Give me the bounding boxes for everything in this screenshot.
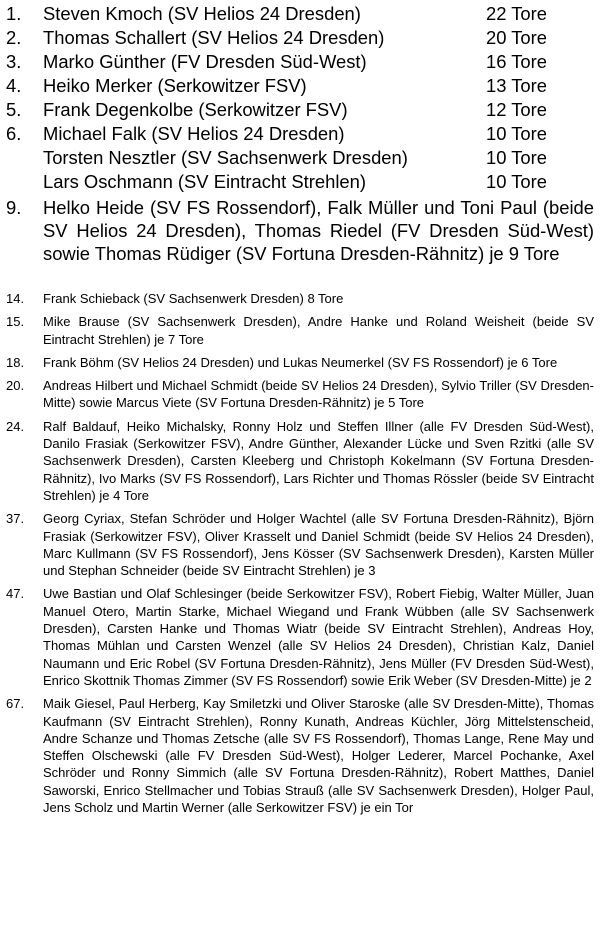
scorer-group <box>0 377 600 412</box>
scorer-row <box>0 2 600 26</box>
scorer-group-text: Helko Heide (SV FS Rossendorf), Falk Müller und Toni Paul (beide SV Helios 24 Dresden), Thomas Riedel (FV Dresden Süd-West) sowie Thomas Rüdiger (SV Fortuna Dresden-Rähnitz) je 9 Tore <box>43 197 594 264</box>
scorer-row <box>0 50 600 74</box>
scorer-group-text: Maik Giesel, Paul Herberg, Kay Smiletzki und Oliver Staroske (alle SV Dresden-Mitte), Thomas Kaufmann (SV Eintracht Strehlen), Ronny Kunath, Andreas Küchler, Jörg Mittelstenscheid, Andre Schanze und Thomas Zetsche (alle SV FS Rossendorf), Thomas Lange, Rene May und Steffen Olschewski (alle FV Dresden Süd-West), Holger Lederer, Marcel Pochanke, Axel Schröder und Ronny Simmich (alle SV Fortuna Dresden-Rähnitz), Robert Matthes, Daniel Saworski, Enrico Stellmacher und Tobias Strauß (alle SV Sachsenwerk Dresden), Holger Paul, Jens Scholz und Martin Werner (alle Serkowitzer FSV) je ein Tor <box>43 696 594 816</box>
rank: 37. <box>6 511 25 527</box>
scorer-row <box>0 170 600 194</box>
rank: 14. <box>6 291 25 306</box>
scorer-group <box>0 418 600 504</box>
scorer-groups <box>0 290 600 816</box>
scorer-group-text: Frank Schieback (SV Sachsenwerk Dresden) 8 Tore <box>43 291 344 306</box>
scorer-group-text: Mike Brause (SV Sachsenwerk Dresden), Andre Hanke und Roland Weisheit (beide SV Eintracht Strehlen) je 7 Tore <box>43 314 594 347</box>
scorer-row <box>0 146 600 170</box>
rank: 5. <box>6 99 22 120</box>
player-name: Heiko Merker (Serkowitzer FSV) <box>43 75 307 96</box>
rank: 2. <box>6 27 22 48</box>
goal-count: 22 Tore <box>486 3 548 24</box>
goal-count: 12 Tore <box>486 99 548 120</box>
player-name: Marko Günther (FV Dresden Süd-West) <box>43 51 367 72</box>
scorer-group-text: Uwe Bastian und Olaf Schlesinger (beide Serkowitzer FSV), Robert Fiebig, Walter Müller, Juan Manuel Otero, Martin Starke, Michael Wiegand und Frank Wübben (alle SV Sachsenwerk Dresden), Carsten Hanke und Thomas Wiatr (beide SV Eintracht Strehlen), Andreas Hoy, Thomas Mühlan und Carsten Wenzel (alle SV Helios 24 Dresden), Christian Kalz, Daniel Naumann und Eric Robel (SV Fortuna Dresden-Rähnitz), Jens Müller (FV Dresden Süd-West), Enrico Skottnik Thomas Zimmer (SV FS Rossendorf) sowie Erik Weber (SV Dresden-Mitte) je 2 <box>43 586 594 688</box>
scorer-group <box>0 354 600 371</box>
player-name: Steven Kmoch (SV Helios 24 Dresden) <box>43 3 361 24</box>
player-name: Thomas Schallert (SV Helios 24 Dresden) <box>43 27 385 48</box>
scorer-group <box>0 510 600 579</box>
player-name: Lars Oschmann (SV Eintracht Strehlen) <box>43 171 366 192</box>
scorer-group-text: Frank Böhm (SV Helios 24 Dresden) und Lukas Neumerkel (SV FS Rossendorf) je 6 Tore <box>43 354 558 370</box>
scorer-group <box>0 313 600 348</box>
scorer-group-text: Georg Cyriax, Stefan Schröder und Holger Wachtel (alle SV Fortuna Dresden-Rähnitz), Björn Frasiak (Serkowitzer FSV), Oliver Krasselt und Daniel Schmidt (beide SV Helios 24 Dresden), Marc Kullmann (SV FS Rossendorf), Jens Kösser (SV Sachsenwerk Dresden), Karsten Müller und Stephan Schneider (beide SV Eintracht Strehlen) je 3 <box>43 511 594 579</box>
rank: 24. <box>6 418 25 434</box>
goal-count: 10 Tore <box>486 147 548 168</box>
player-name: Michael Falk (SV Helios 24 Dresden) <box>43 123 345 144</box>
scorer-group <box>0 585 600 689</box>
rank: 20. <box>6 378 25 394</box>
scorer-group-text: Andreas Hilbert und Michael Schmidt (beide SV Helios 24 Dresden), Sylvio Triller (SV Dresden-Mitte) sowie Marcus Viete (SV Fortuna Dresden-Rähnitz) je 5 Tore <box>43 378 594 411</box>
scorer-row <box>0 74 600 98</box>
rank: 6. <box>6 123 22 144</box>
scorer-group <box>0 695 600 816</box>
rank: 67. <box>6 696 25 712</box>
goal-count: 16 Tore <box>486 51 548 72</box>
scorer-group <box>0 290 600 307</box>
scorer-row <box>0 98 600 122</box>
rank: 1. <box>6 3 22 24</box>
rank: 4. <box>6 75 22 96</box>
goal-count: 20 Tore <box>486 27 548 48</box>
scorer-row <box>0 122 600 146</box>
goal-count: 10 Tore <box>486 123 548 144</box>
rank: 3. <box>6 51 22 72</box>
scorer-group-text: Ralf Baldauf, Heiko Michalsky, Ronny Holz und Steffen Illner (alle FV Dresden Süd-West), Danilo Frasiak (Serkowitzer FSV), Andre Günther, Alexander Lücke und Sven Rzitki (alle SV Sachsenwerk Dresden), Carsten Kleeberg und Christoph Kokelmann (SV Fortuna Dresden-Rähnitz), Ivo Marks (SV FS Rossendorf), Lars Richter und Thomas Rössler (beide SV Eintracht Strehlen) je 4 Tore <box>43 418 594 503</box>
goal-count: 13 Tore <box>486 75 548 96</box>
rank: 18. <box>6 354 25 370</box>
player-name: Torsten Nesztler (SV Sachsenwerk Dresden) <box>43 147 408 168</box>
rank: 9. <box>6 197 22 218</box>
rank: 47. <box>6 586 25 602</box>
goal-count: 10 Tore <box>486 171 548 192</box>
top-scorers <box>0 2 600 194</box>
scorer-row <box>0 26 600 50</box>
player-name: Frank Degenkolbe (Serkowitzer FSV) <box>43 99 348 120</box>
rank: 15. <box>6 314 25 330</box>
